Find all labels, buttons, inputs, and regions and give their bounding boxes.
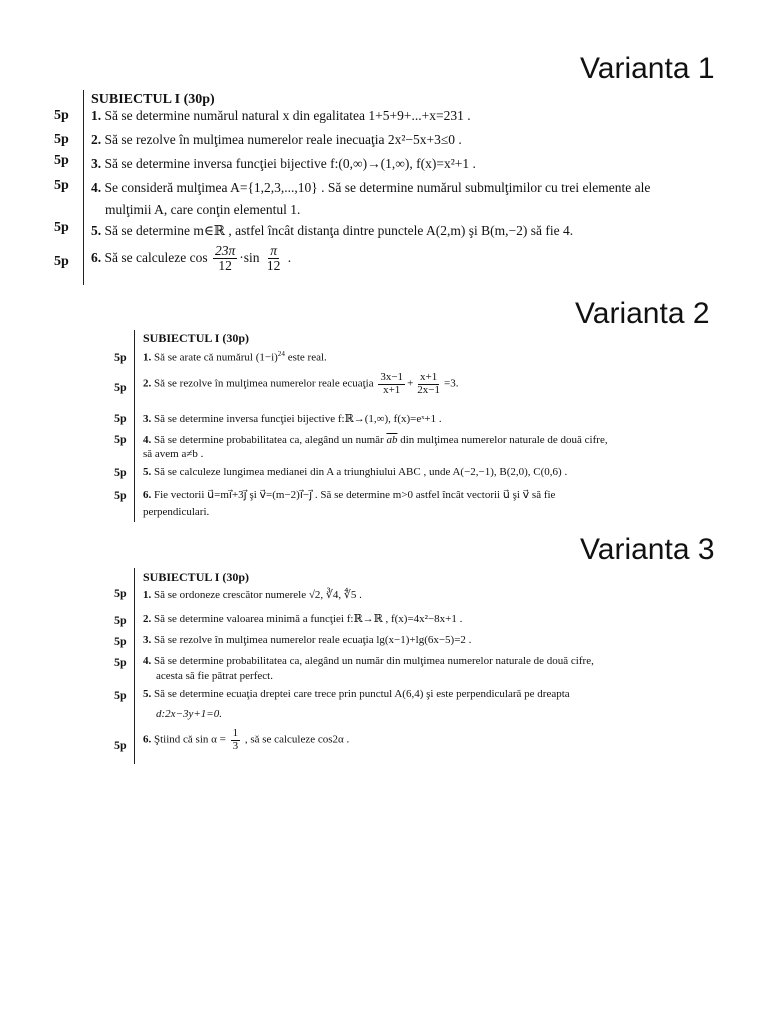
points-label: 5p — [54, 178, 69, 193]
fraction: $\frac{1}{3}$ — [232, 727, 239, 752]
variant-2-title: Varianta 2 — [575, 297, 710, 330]
subject-heading: SUBIECTUL I (30p) — [91, 92, 215, 107]
variant-2-block — [112, 330, 752, 525]
exercise-1: 1. Să se ordoneze crescător numerele √2, ∛4, ∜5 . — [143, 589, 362, 601]
exercise-5: 5. Să se calculeze lungimea medianei din A a triunghiului ABC , unde A(−2,−1), B(2,0), C(0,6) . — [143, 466, 568, 478]
points-label: 5p — [114, 465, 127, 479]
variant-3-title: Varianta 3 — [580, 533, 715, 566]
points-label: 5p — [114, 738, 127, 752]
variant-2-divider — [134, 330, 135, 522]
fraction: $\frac{3x-1}{x+1}$ — [380, 371, 404, 396]
points-label: 5p — [54, 220, 69, 235]
variant-1-divider — [83, 90, 84, 285]
fraction: $\frac{23\pi}{12}$ — [214, 243, 236, 274]
points-label: 5p — [54, 254, 69, 269]
exercise-6-continued: perpendiculari. — [143, 506, 210, 518]
exercise-4: 4. Se consideră mulţimea A={1,2,3,...,10} . Să se determine numărul submulţimilor cu trei elemente ale — [91, 180, 651, 195]
variant-3-divider — [134, 568, 135, 764]
exercise-5: 5. Să se determine ecuaţia dreptei care trece prin punctul A(6,4) şi este perpendiculară pe dreapta — [143, 688, 570, 700]
points-label: 5p — [114, 613, 127, 627]
exercise-4-continued: acesta să fie pătrat perfect. — [156, 670, 273, 682]
points-label: 5p — [114, 380, 127, 394]
points-label: 5p — [114, 655, 127, 669]
points-label: 5p — [114, 350, 127, 364]
exercise-2: 2. Să se rezolve în mulţimea numerelor reale inecuaţia 2x²−5x+3≤0 . — [91, 132, 462, 147]
exercise-4-continued: să avem a≠b . — [143, 448, 204, 460]
exercise-1: 1. Să se determine numărul natural x din egalitatea 1+5+9+...+x=231 . — [91, 108, 471, 123]
points-label: 5p — [114, 634, 127, 648]
exercise-3: 3. Să se rezolve în mulţimea numerelor reale ecuaţia lg(x−1)+lg(6x−5)=2 . — [143, 634, 472, 646]
exercise-3: 3. Să se determine inversa funcţiei bijective f:(0,∞)→(1,∞), f(x)=x²+1 . — [91, 156, 476, 171]
exercise-4: 4. Să se determine probabilitatea ca, alegând un număr din mulţimea numerelor naturale de două cifre, — [143, 655, 594, 667]
subject-heading: SUBIECTUL I (30p) — [143, 331, 250, 345]
variant-1-block — [52, 90, 752, 290]
fraction: $\frac{\pi}{12}$ — [266, 243, 281, 274]
subject-heading: SUBIECTUL I (30p) — [143, 570, 250, 584]
points-label: 5p — [54, 153, 69, 168]
exercise-5-continued: d:2x−3y+1=0. — [156, 708, 222, 720]
variant-1-title: Varianta 1 — [580, 52, 715, 85]
points-label: 5p — [114, 411, 127, 425]
points-label: 5p — [54, 108, 69, 123]
exercise-2: 2. Să se determine valoarea minimă a funcţiei f:ℝ→ℝ , f(x)=4x²−8x+1 . — [143, 613, 463, 625]
fraction: $\frac{x+1}{2x-1}$ — [417, 371, 440, 396]
points-label: 5p — [54, 132, 69, 147]
points-label: 5p — [114, 432, 127, 446]
exercise-4: 4. Să se determine probabilitatea ca, alegând un număr $\overline{ab}$ din mulţimea numerelor naturale de două cifre, — [143, 434, 608, 446]
points-label: 5p — [114, 488, 127, 502]
exercise-5: 5. Să se determine m∈ℝ , astfel încât distanţa dintre punctele A(2,m) şi B(m,−2) să fie 4. — [91, 223, 574, 238]
points-label: 5p — [114, 586, 127, 600]
exercise-6: 6. Să se calculeze cos $\frac{23\pi}{12}$ ·sin $\frac{\pi}{12}$ . — [91, 243, 292, 274]
variant-3-block — [112, 568, 752, 768]
exercise-6: 6. Fie vectorii u⃗=mi⃗+3j⃗ şi v⃗=(m−2)i⃗−j⃗ . Să se determine m>0 astfel încât vectorii u⃗ şi v⃗ să fie — [143, 489, 556, 501]
exercise-3: 3. Să se determine inversa funcţiei bijective f:ℝ→(1,∞), f(x)=eˣ+1 . — [143, 413, 442, 425]
points-label: 5p — [114, 688, 127, 702]
exercise-2: 2. Să se rezolve în mulţimea numerelor reale ecuaţia $\frac{3x-1}{x+1}$ + $\frac{x+1}{2x-1}$ =3. — [143, 371, 459, 396]
exercise-6: 6. Ştiind că sin α = $\frac{1}{3}$ , să se calculeze cos2α . — [143, 727, 350, 752]
exercise-1: 1. Să se arate că numărul $(1-i)^{24}$ este real. — [143, 350, 327, 364]
exercise-4-continued: mulţimii A, care conţin elementul 1. — [105, 202, 301, 217]
